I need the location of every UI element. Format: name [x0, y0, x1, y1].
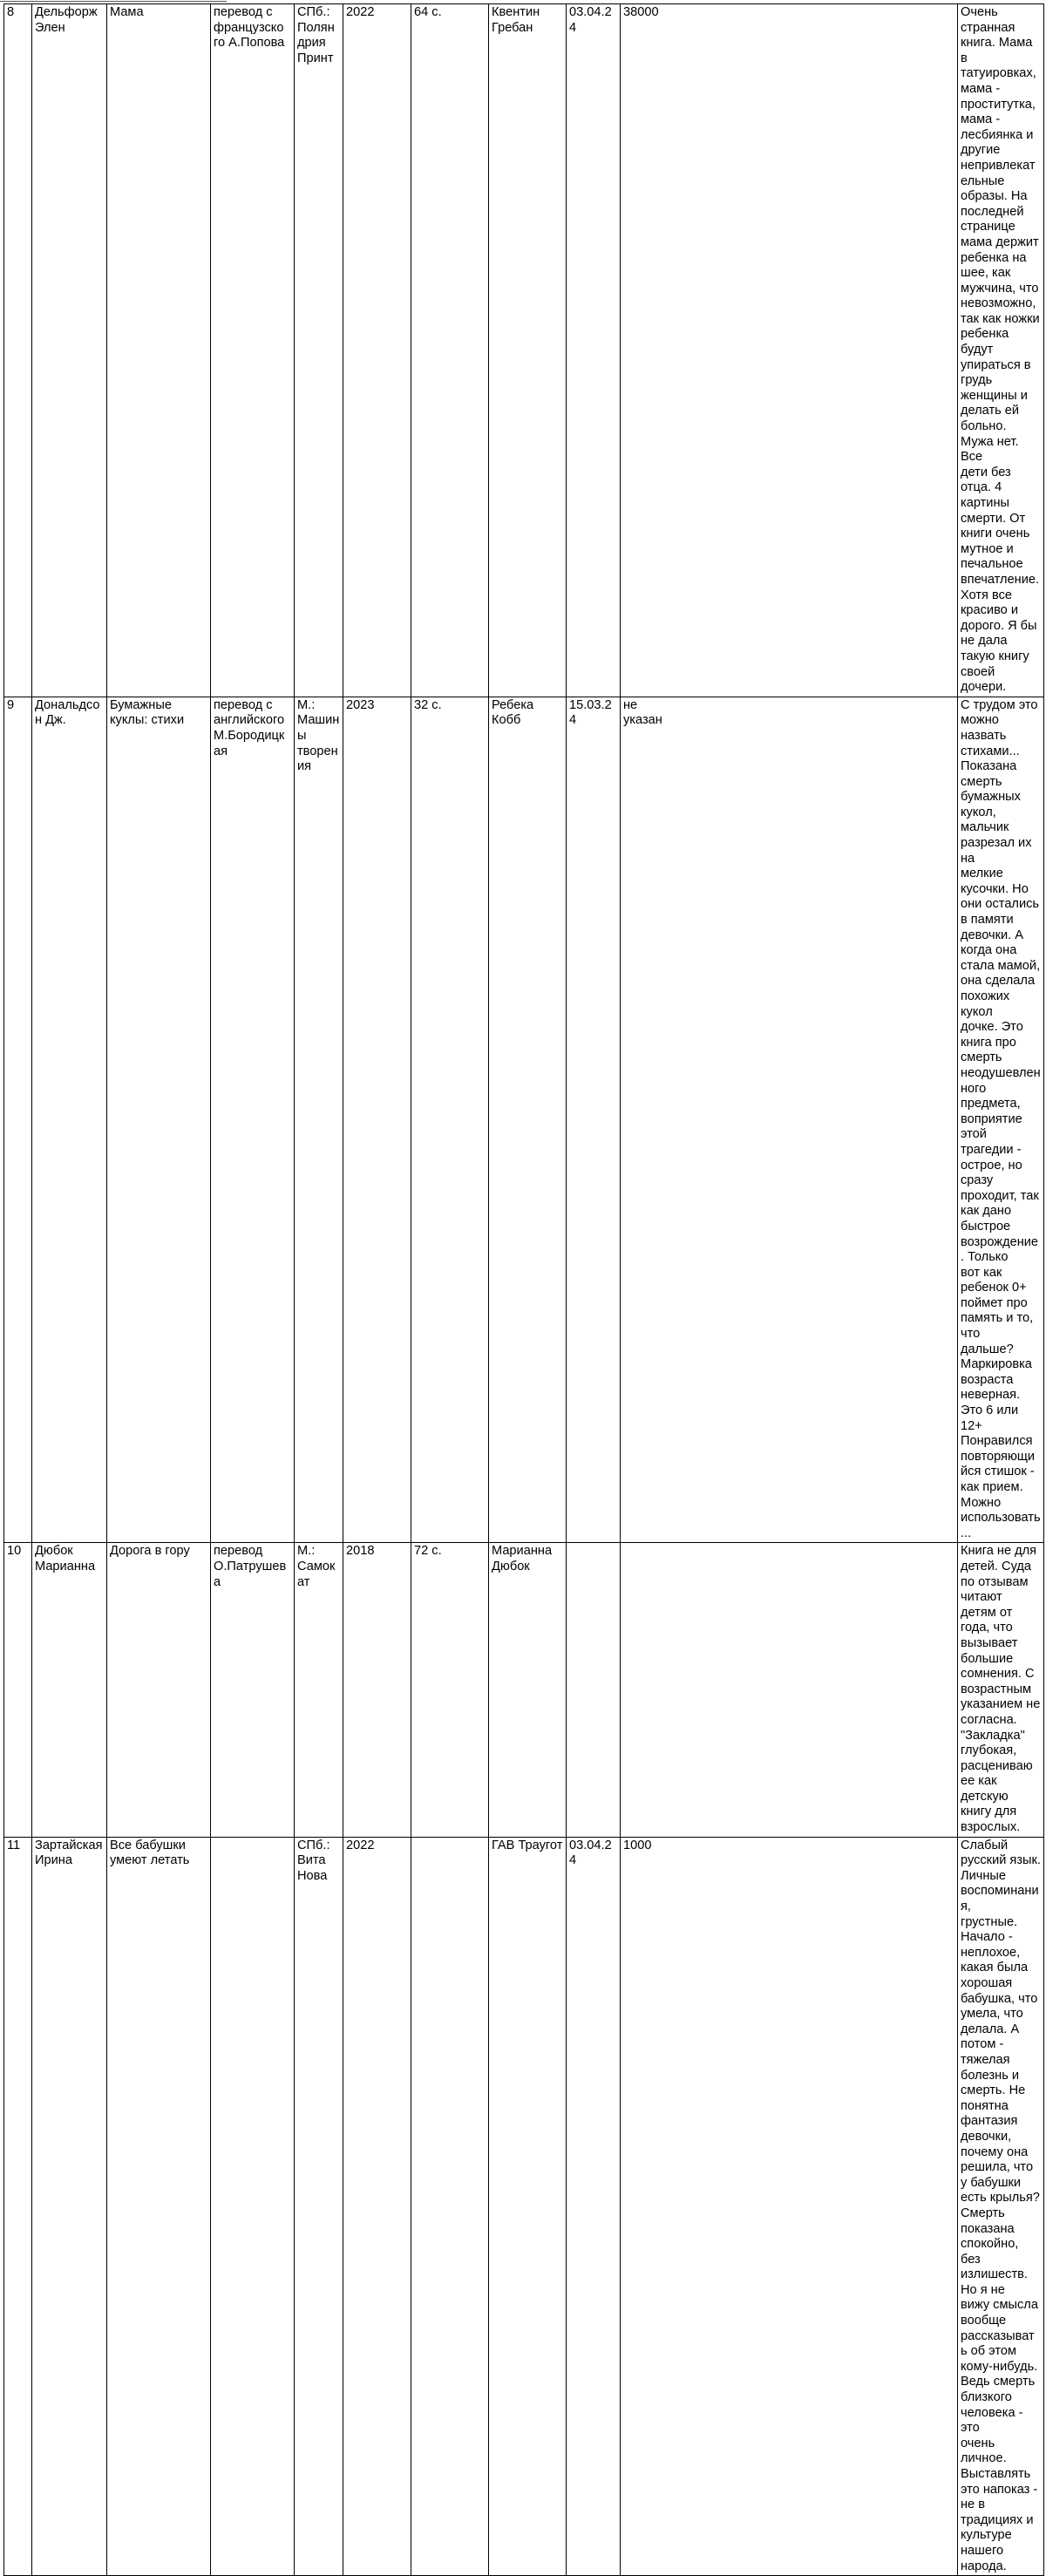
cell-title: Дорога в гору	[107, 1543, 211, 1837]
cell-print-run: 38000	[621, 4, 958, 697]
cell-illustrator: ГАВ Траугот	[489, 1837, 567, 2576]
table-row	[4, 1837, 1044, 2576]
cell-author: Дюбок Марианна	[32, 1543, 107, 1837]
cell-publisher: М.: Самокат	[295, 1543, 343, 1837]
cell-review: Книга не для детей. Суда по отзывам читают детям от года, что вызывает большие сомнения. С возрастным указанием не согласна. "Закладка" глубокая, расцениваю ее как детскую книгу для взрослых.	[958, 1543, 1044, 1837]
cell-translation: перевод с английского М.Бородицк ая	[211, 697, 295, 1543]
cell-translation: перевод с французско го А.Попова	[211, 4, 295, 697]
cell-number: 9	[4, 697, 32, 1543]
cell-translation: перевод О.Патрушев а	[211, 1543, 295, 1837]
cell-pages: 32 с.	[411, 697, 489, 1543]
cell-number: 8	[4, 4, 32, 697]
cell-review: Очень странная книга. Мама в татуировках, мама - проститутка, мама - лесбиянка и другие непривлекательные образы. На последней странице мама держит ребенка на шее, как мужчина, что невозможно, так как ножки ребенка будут упираться в грудь женщины и делать ей больно. Мужа нет. Все дети без отца. 4 картины смерти. От книги очень мутное и печальное впечатление. Хотя все красиво и дорого. Я бы не дала такую книгу своей дочери.	[958, 4, 1044, 697]
cell-review: Слабый русский язык. Личные воспоминания, грустные. Начало - неплохое, какая была хорошая бабушка, что умела, что делала. А потом - тяжелая болезнь и смерть. Не понятна фантазия девочки, почему она решила, что у бабушки есть крылья? Смерть показана спокойно, без излишеств. Но я не вижу смысла вообще рассказывать об этом кому-нибудь. Ведь смерть близкого человека - это очень личное. Выставлять это напоказ - не в традициях и культуре нашего народа.	[958, 1837, 1044, 2576]
cell-year: 2023	[343, 697, 411, 1543]
cell-number: 11	[4, 1837, 32, 2576]
cell-date	[567, 1543, 621, 1837]
cell-publisher: М.: Машины творения	[295, 697, 343, 1543]
table-row	[4, 4, 1044, 697]
cell-pages: 72 с.	[411, 1543, 489, 1837]
cell-illustrator: Квентин Гребан	[489, 4, 567, 697]
cell-author: Дельфорж Элен	[32, 4, 107, 697]
cell-print-run	[621, 1543, 958, 1837]
cell-pages	[411, 1837, 489, 2576]
cell-year: 2022	[343, 4, 411, 697]
cell-year: 2018	[343, 1543, 411, 1837]
cell-title: Все бабушки умеют летать	[107, 1837, 211, 2576]
cell-author: Зартайская Ирина	[32, 1837, 107, 2576]
cell-review: С трудом это можно назвать стихами... Показана смерть бумажных кукол, мальчик разрезал их на мелкие кусочки. Но они остались в памяти девочки. А когда она стала мамой, она сделала похожих кукол дочке. Это книга про смерть неодушевленного предмета, воприятие этой трагедии - острое, но сразу проходит, так как дано быстрое возрождение. Только вот как ребенок 0+ поймет про память и то, что дальше? Маркировка возраста неверная. Это 6 или 12+ Понравился повторяющийся стишок - как прием. Можно использовать...	[958, 697, 1044, 1543]
book-review-table	[3, 3, 1044, 2576]
cell-date: 15.03.24	[567, 697, 621, 1543]
cell-pages: 64 с.	[411, 4, 489, 697]
cell-publisher: СПб.: Поляндрия Принт	[295, 4, 343, 697]
cell-number: 10	[4, 1543, 32, 1837]
table-row	[4, 1543, 1044, 1837]
cell-author: Дональдсо н Дж.	[32, 697, 107, 1543]
cell-date: 03.04.24	[567, 1837, 621, 2576]
cell-translation	[211, 1837, 295, 2576]
cell-illustrator: Марианна Дюбок	[489, 1543, 567, 1837]
cell-title: Мама	[107, 4, 211, 697]
cell-title: Бумажные куклы: стихи	[107, 697, 211, 1543]
table-row	[4, 697, 1044, 1543]
cell-publisher: СПб.: Вита Нова	[295, 1837, 343, 2576]
cell-illustrator: Ребека Кобб	[489, 697, 567, 1543]
cell-date: 03.04.24	[567, 4, 621, 697]
cell-year: 2022	[343, 1837, 411, 2576]
cell-print-run: не указан	[621, 697, 958, 1543]
cell-print-run: 1000	[621, 1837, 958, 2576]
